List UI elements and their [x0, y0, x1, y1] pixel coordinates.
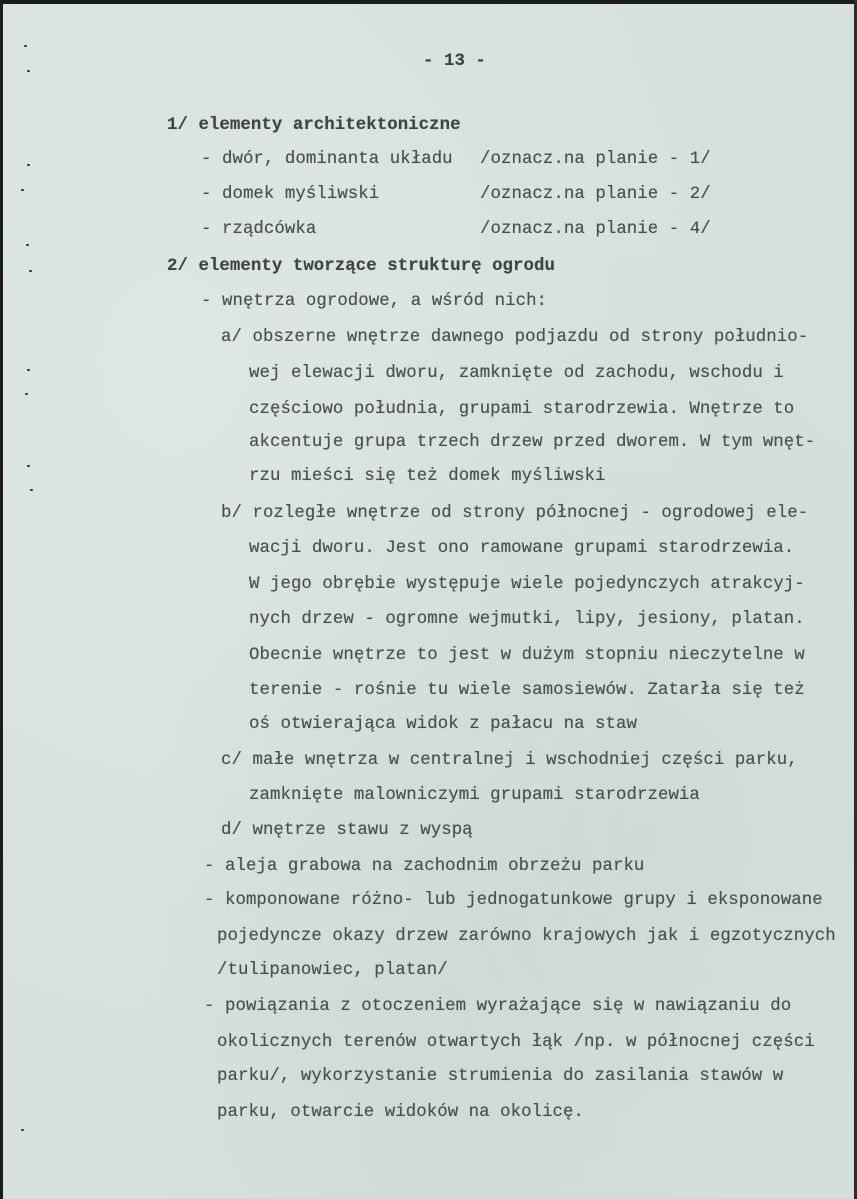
paragraph-line: oś otwierająca widok z pałacu na staw: [249, 715, 637, 734]
bullet-line: parku, otwarcie widoków na okolicę.: [217, 1103, 585, 1122]
paragraph-line: c/ małe wnętrza w centralnej i wschodniej części parku,: [221, 751, 798, 770]
page-number: - 13 -: [423, 52, 486, 71]
margin-mark: [27, 70, 30, 72]
bullet-line: parku/, wykorzystanie strumienia do zasilania stawów w: [217, 1067, 784, 1086]
margin-mark: [24, 45, 27, 47]
plan-reference: /oznacz.na planie - 2/: [480, 185, 711, 204]
margin-mark: [27, 465, 30, 467]
margin-mark: [27, 369, 30, 371]
list-item: - domek myśliwski: [201, 185, 380, 204]
bullet-line: - aleja grabowa na zachodnim obrzeżu parku: [204, 857, 645, 876]
section-intro: - wnętrza ogrodowe, a wśród nich:: [201, 292, 548, 311]
bullet-line: - komponowane różno- lub jednogatunkowe grupy i eksponowane: [204, 891, 823, 910]
paragraph-line: Obecnie wnętrze to jest w dużym stopniu nieczytelne w: [249, 646, 805, 665]
plan-reference: /oznacz.na planie - 1/: [480, 150, 711, 169]
list-item: - dwór, dominanta układu: [201, 150, 453, 169]
paragraph-line: b/ rozległe wnętrze od strony północnej - ogrodowej ele-: [221, 504, 809, 523]
section-heading: 1/ elementy architektoniczne: [167, 116, 461, 135]
paragraph-line: terenie - rośnie tu wiele samosiewów. Zatarła się też: [249, 681, 805, 700]
list-item: - rządcówka: [201, 220, 317, 239]
margin-mark: [27, 164, 30, 166]
bullet-line: okolicznych terenów otwartych łąk /np. w północnej części: [217, 1033, 815, 1052]
document-page: [3, 4, 855, 1199]
section-heading: 2/ elementy tworzące strukturę ogrodu: [167, 257, 555, 276]
margin-mark: [25, 393, 28, 395]
plan-reference: /oznacz.na planie - 4/: [480, 220, 711, 239]
bullet-line: - powiązania z otoczeniem wyrażające się w nawiązaniu do: [204, 997, 792, 1016]
margin-mark: [26, 244, 29, 246]
paragraph-line: d/ wnętrze stawu z wyspą: [221, 821, 473, 840]
bullet-line: pojedyncze okazy drzew zarówno krajowych jak i egzotycznych: [217, 927, 836, 946]
paragraph-line: akcentuje grupa trzech drzew przed dworem. W tym wnęt-: [249, 433, 816, 452]
margin-mark: [30, 489, 33, 491]
paragraph-line: wacji dworu. Jest ono ramowane grupami starodrzewia.: [249, 539, 795, 558]
margin-mark: [21, 189, 24, 191]
paragraph-line: zamknięte malowniczymi grupami starodrzewia: [249, 786, 700, 805]
paragraph-line: nych drzew - ogromne wejmutki, lipy, jesiony, platan.: [249, 610, 805, 629]
paragraph-line: wej elewacji dworu, zamknięte od zachodu, wschodu i: [249, 364, 784, 383]
paragraph-line: rzu mieści się też domek myśliwski: [249, 467, 606, 486]
paragraph-line: a/ obszerne wnętrze dawnego podjazdu od strony południo-: [221, 328, 809, 347]
margin-mark: [29, 270, 32, 272]
paragraph-line: częściowo południa, grupami starodrzewia. Wnętrze to: [249, 400, 795, 419]
paragraph-line: W jego obrębie występuje wiele pojedynczych atrakcyj-: [249, 575, 805, 594]
margin-mark: [21, 1129, 24, 1131]
bullet-line: /tulipanowiec, platan/: [217, 961, 448, 980]
